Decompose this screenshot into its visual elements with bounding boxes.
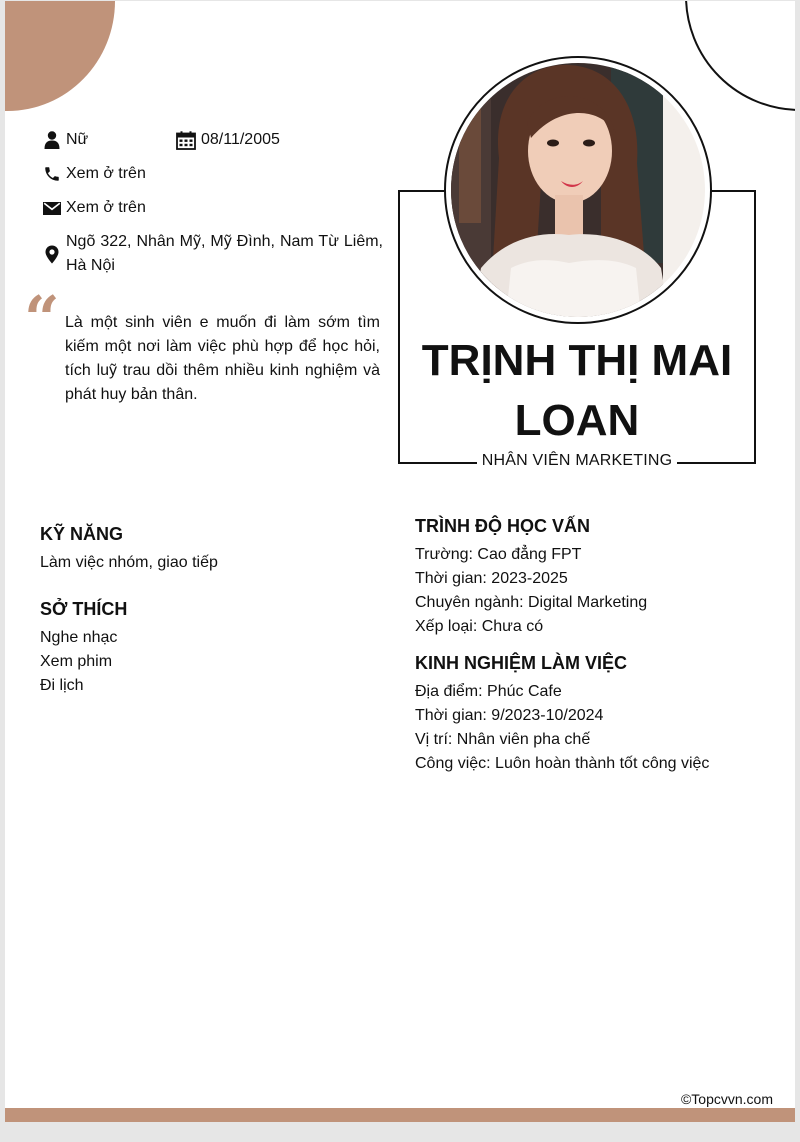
copyright-text: ©Topcvvn.com	[680, 1091, 773, 1107]
address-row	[43, 230, 383, 278]
email-value: Xem ở trên	[66, 199, 146, 216]
skills-list	[40, 551, 218, 575]
mail-icon	[43, 196, 61, 220]
summary-text: Là một sinh viên e muốn đi làm sớm tìm kiếm một nơi làm việc phù hợp để học hỏi, tích luỹ trau dồi thêm nhiều kinh nghiệm và phát huy bản thân.	[65, 314, 380, 403]
list-item: Xem phim	[40, 653, 113, 670]
phone-icon	[43, 162, 61, 186]
footer-bar	[5, 1108, 795, 1122]
education-heading: TRÌNH ĐỘ HỌC VẤN	[415, 516, 590, 536]
hobbies-heading: SỞ THÍCH	[40, 599, 128, 619]
position-title: NHÂN VIÊN MARKETING	[477, 452, 678, 469]
list-item: Chuyên ngành: Digital Marketing	[415, 594, 648, 611]
list-item: Làm việc nhóm, giao tiếp	[40, 554, 218, 571]
gender-row	[43, 128, 88, 152]
email-row	[43, 196, 146, 220]
phone-value: Xem ở trên	[66, 165, 146, 182]
birthday-row	[175, 128, 280, 152]
experience-heading: KINH NGHIỆM LÀM VIỆC	[415, 653, 628, 673]
list-item: Công việc: Luôn hoàn thành tốt công việc	[415, 755, 710, 772]
list-item: Thời gian: 2023-2025	[415, 570, 568, 587]
person-name: TRỊNH THỊ MAI LOAN	[421, 336, 733, 445]
list-item: Đi lịch	[40, 677, 84, 694]
decorative-circle-top-right	[685, 1, 795, 111]
address-value: Ngõ 322, Nhân Mỹ, Mỹ Đình, Nam Từ Liêm, Hà Nội	[66, 233, 383, 274]
list-item: Trường: Cao đẳng FPT	[415, 546, 582, 563]
experience-list	[415, 680, 709, 776]
list-item: Thời gian: 9/2023-10/2024	[415, 707, 604, 724]
quote-icon: “	[24, 282, 60, 355]
person-icon	[43, 128, 61, 152]
avatar	[451, 63, 705, 317]
hobbies-list	[40, 626, 117, 698]
decorative-circle-top-left	[5, 1, 115, 111]
list-item: Địa điểm: Phúc Cafe	[415, 683, 562, 700]
skills-heading: KỸ NĂNG	[40, 524, 124, 544]
calendar-icon	[175, 128, 196, 152]
list-item: Vị trí: Nhân viên pha chế	[415, 731, 591, 748]
phone-row	[43, 162, 146, 186]
gender-value: Nữ	[66, 131, 89, 148]
list-item: Nghe nhạc	[40, 629, 118, 646]
birthday-value: 08/11/2005	[201, 131, 280, 148]
position-title-wrap	[398, 452, 756, 470]
location-pin-icon	[43, 230, 61, 278]
list-item: Xếp loại: Chưa có	[415, 618, 544, 635]
cv-page	[5, 1, 795, 1122]
education-list	[415, 543, 647, 639]
